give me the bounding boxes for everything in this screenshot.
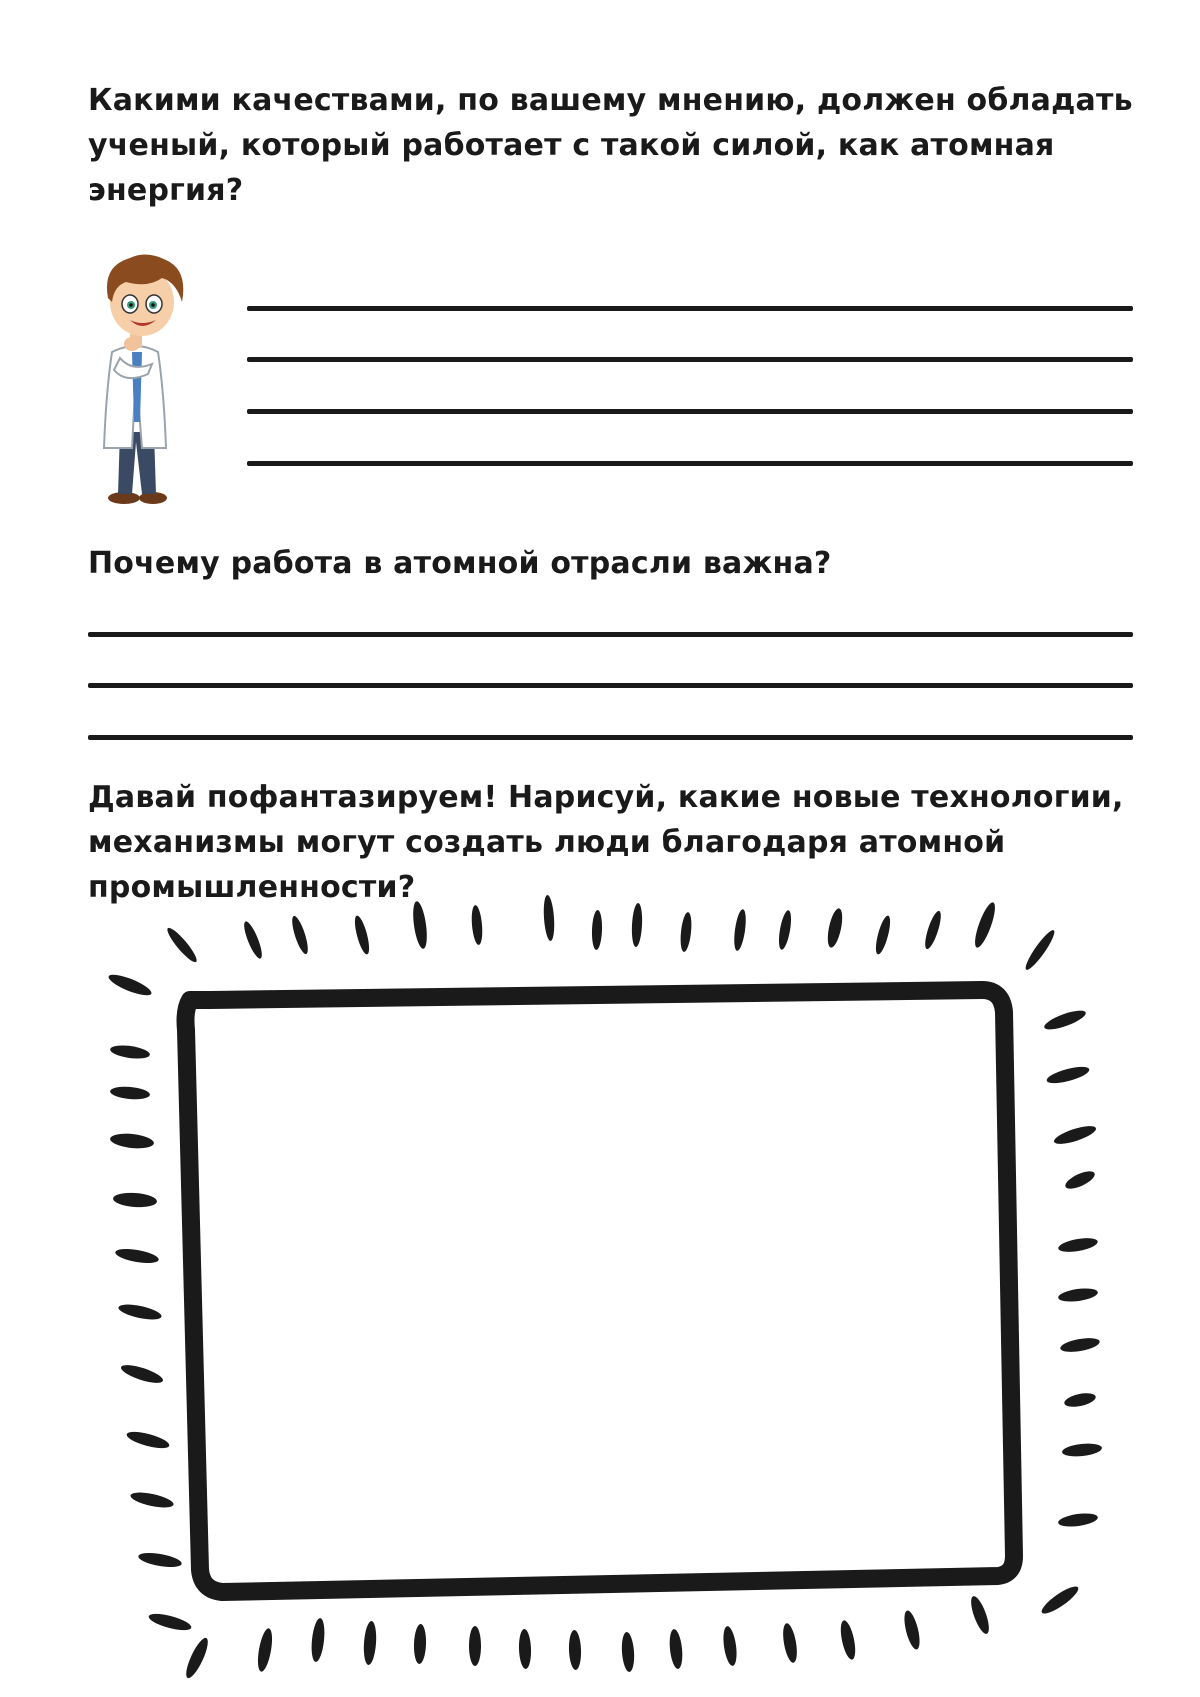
question-2: Почему работа в атомной отрасли важна? [88, 546, 832, 581]
answer-line[interactable] [247, 357, 1133, 362]
scientist-boy-icon [96, 252, 208, 506]
sunburst-frame-icon[interactable] [0, 880, 1200, 1697]
answer-line[interactable] [247, 409, 1133, 414]
answer-line[interactable] [247, 461, 1133, 466]
answer-line[interactable] [88, 735, 1133, 740]
answer-line[interactable] [88, 683, 1133, 688]
answer-line[interactable] [88, 632, 1133, 637]
answer-line[interactable] [247, 306, 1133, 311]
question-1: Какими качествами, по вашему мнению, должен обладать ученый, который работает с такой силой, как атомная энергия? [88, 83, 1133, 208]
question-3: Давай пофантазируем! Нарисуй, какие новые технологии, механизмы могут создать люди благодаря атомной промышленности? [88, 780, 1124, 905]
